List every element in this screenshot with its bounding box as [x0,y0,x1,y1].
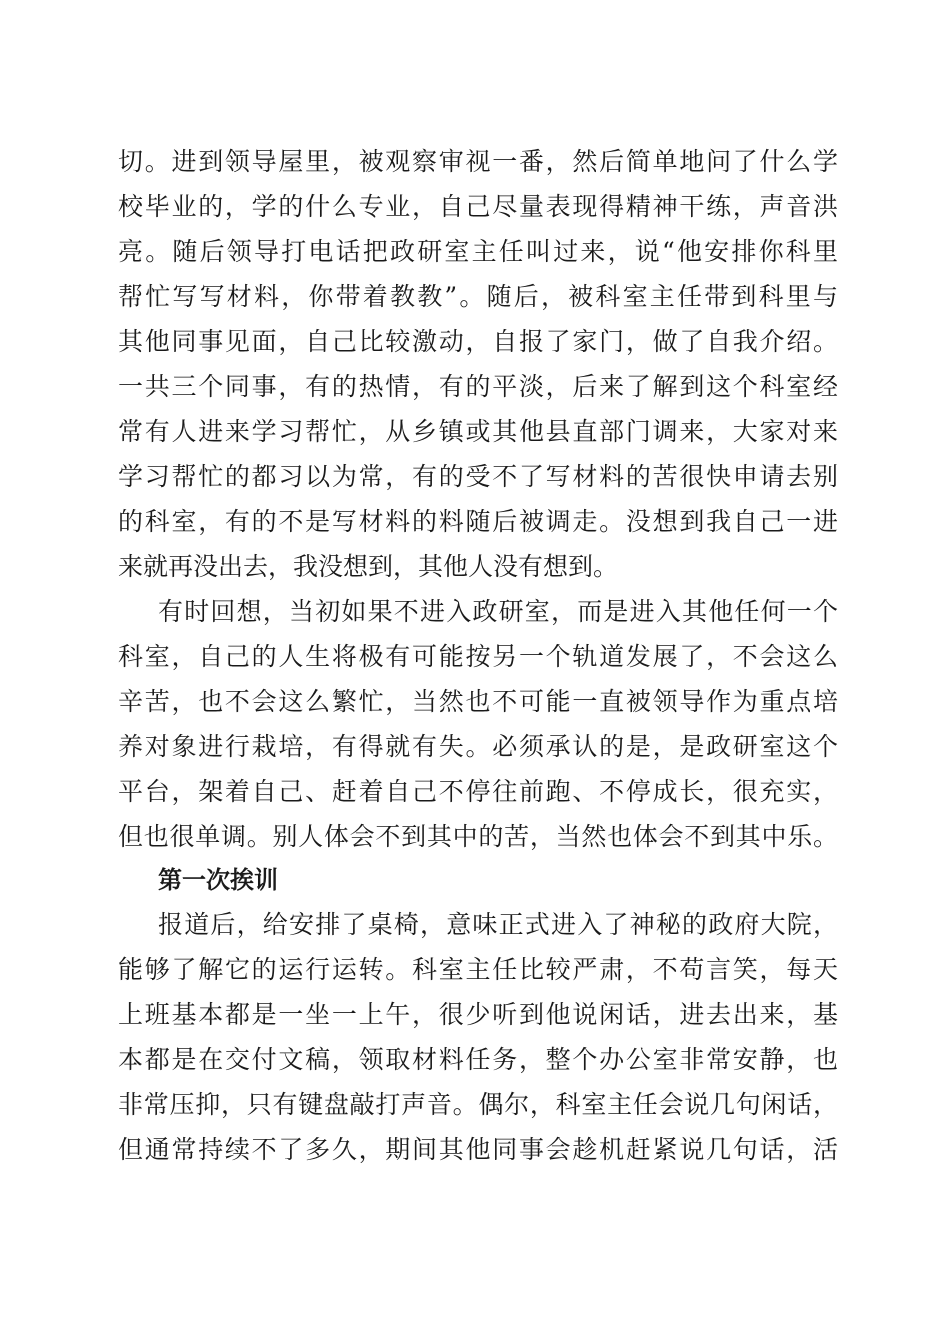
paragraph1-line-10: 来就再没出去，我没想到，其他人没有想到。 [118,552,619,581]
paragraph2-line-3: 辛苦，也不会这么繁忙，当然也不可能一直被领导作为重点培 [118,687,838,716]
paragraph1-line-9: 的科室，有的不是写材料的料随后被调走。没想到我自己一进 [118,507,838,536]
paragraph1-line-3: 亮。随后领导打电话把政研室主任叫过来，说“他安排你科里 [118,237,838,266]
section-heading: 第一次挨训 [158,865,278,894]
paragraph2-line-4: 养对象进行栽培，有得就有失。必须承认的是，是政研室这个 [118,732,838,761]
paragraph3-line-3: 上班基本都是一坐一上午，很少听到他说闲话，进去出来，基 [118,1000,838,1029]
paragraph2-line-1: 有时回想，当初如果不进入政研室，而是进入其他任何一个 [158,597,838,626]
paragraph3-line-5: 非常压抑，只有键盘敲打声音。偶尔，科室主任会说几句闲话， [118,1090,838,1119]
paragraph3-line-1: 报道后，给安排了桌椅，意味正式进入了神秘的政府大院， [158,910,838,939]
paragraph3-line-6: 但通常持续不了多久，期间其他同事会趁机赶紧说几句话，活 [118,1135,838,1164]
paragraph1-line-2: 校毕业的，学的什么专业，自己尽量表现得精神干练，声音洪 [118,192,838,221]
paragraph3-line-4: 本都是在交付文稿，领取材料任务，整个办公室非常安静，也 [118,1045,838,1074]
paragraph3-line-2: 能够了解它的运行运转。科室主任比较严肃，不苟言笑，每天 [118,955,838,984]
paragraph2-line-2: 科室，自己的人生将极有可能按另一个轨道发展了，不会这么 [118,642,838,671]
paragraph1-line-6: 一共三个同事，有的热情，有的平淡，后来了解到这个科室经 [118,372,838,401]
paragraph1-line-7: 常有人进来学习帮忙，从乡镇或其他县直部门调来，大家对来 [118,417,838,446]
paragraph2-line-5: 平台，架着自己、赶着自己不停往前跑、不停成长，很充实， [118,777,838,806]
paragraph1-line-5: 其他同事见面，自己比较激动，自报了家门，做了自我介绍。 [118,327,838,356]
paragraph1-line-1: 切。进到领导屋里，被观察审视一番，然后简单地问了什么学 [118,147,838,176]
paragraph1-line-4: 帮忙写写材料，你带着教教”。随后，被科室主任带到科里与 [118,282,838,311]
paragraph2-line-6: 但也很单调。别人体会不到其中的苦，当然也体会不到其中乐。 [118,822,838,851]
paragraph1-line-8: 学习帮忙的都习以为常，有的受不了写材料的苦很快申请去别 [118,462,838,491]
